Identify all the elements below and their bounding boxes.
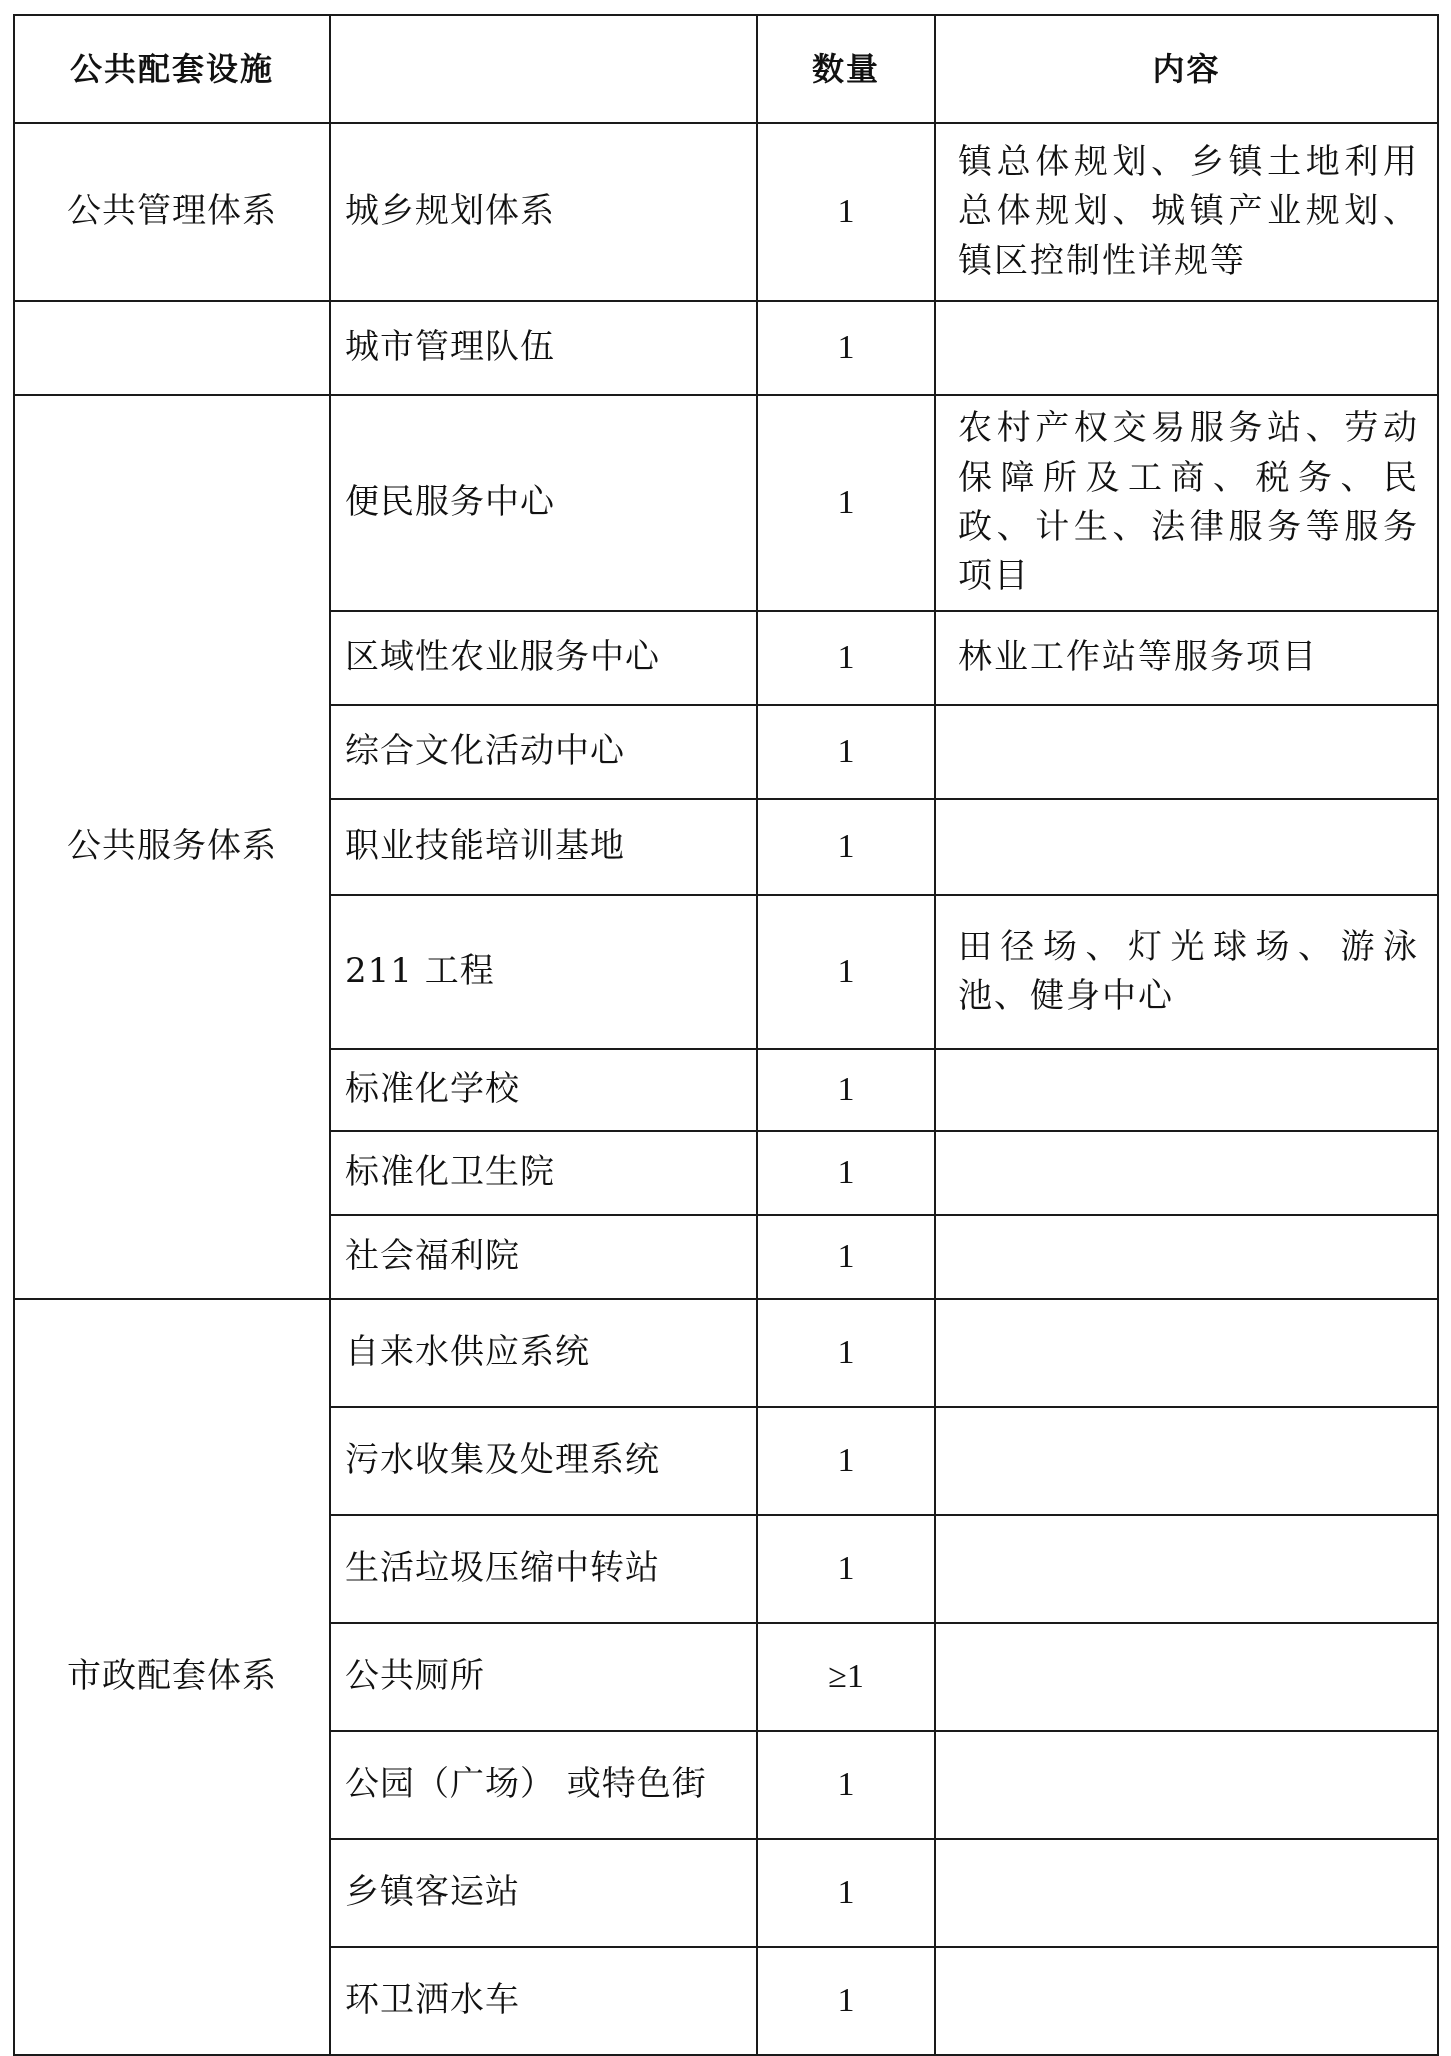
content-cell	[935, 1407, 1438, 1515]
header-quantity: 数量	[757, 15, 935, 123]
item-cell: 区域性农业服务中心	[330, 611, 757, 705]
quantity-cell: 1	[757, 1299, 935, 1407]
header-category: 公共配套设施	[14, 15, 330, 123]
item-cell: 城市管理队伍	[330, 301, 757, 395]
item-cell: 211 工程	[330, 895, 757, 1049]
content-cell	[935, 1623, 1438, 1731]
item-cell: 社会福利院	[330, 1215, 757, 1299]
item-cell: 生活垃圾压缩中转站	[330, 1515, 757, 1623]
content-cell	[935, 1947, 1438, 2055]
table-row	[14, 1299, 1438, 1407]
content-cell	[935, 1215, 1438, 1299]
item-cell: 自来水供应系统	[330, 1299, 757, 1407]
quantity-cell: 1	[757, 1215, 935, 1299]
content-cell	[935, 1515, 1438, 1623]
quantity-cell: 1	[757, 1947, 935, 2055]
quantity-cell: 1	[757, 705, 935, 799]
item-cell: 公共厕所	[330, 1623, 757, 1731]
header-content: 内容	[935, 15, 1438, 123]
quantity-cell: 1	[757, 123, 935, 301]
content-cell	[935, 1839, 1438, 1947]
table-row	[14, 123, 1438, 301]
category-cell: 公共服务体系	[14, 395, 330, 1299]
facility-table	[13, 14, 1439, 2056]
quantity-cell: ≥1	[757, 1623, 935, 1731]
table-row	[14, 301, 1438, 395]
header-row	[14, 15, 1438, 123]
item-cell: 乡镇客运站	[330, 1839, 757, 1947]
quantity-cell: 1	[757, 1731, 935, 1839]
quantity-cell: 1	[757, 1407, 935, 1515]
quantity-cell: 1	[757, 1131, 935, 1215]
item-cell: 环卫洒水车	[330, 1947, 757, 2055]
content-cell	[935, 1131, 1438, 1215]
content-cell: 田径场、灯光球场、游泳池、健身中心	[935, 895, 1438, 1049]
content-cell	[935, 705, 1438, 799]
quantity-cell: 1	[757, 799, 935, 895]
category-cell: 公共管理体系	[14, 123, 330, 301]
content-cell: 农村产权交易服务站、劳动保障所及工商、税务、民政、计生、法律服务等服务项目	[935, 395, 1438, 611]
item-cell: 城乡规划体系	[330, 123, 757, 301]
content-cell	[935, 1299, 1438, 1407]
content-cell: 林业工作站等服务项目	[935, 611, 1438, 705]
header-item	[330, 15, 757, 123]
item-cell: 便民服务中心	[330, 395, 757, 611]
item-cell: 职业技能培训基地	[330, 799, 757, 895]
quantity-cell: 1	[757, 301, 935, 395]
content-cell: 镇总体规划、乡镇土地利用总体规划、城镇产业规划、镇区控制性详规等	[935, 123, 1438, 301]
category-cell	[14, 301, 330, 395]
item-cell: 标准化学校	[330, 1049, 757, 1131]
content-cell	[935, 1731, 1438, 1839]
item-cell: 标准化卫生院	[330, 1131, 757, 1215]
content-cell	[935, 1049, 1438, 1131]
quantity-cell: 1	[757, 1839, 935, 1947]
quantity-cell: 1	[757, 1515, 935, 1623]
quantity-cell: 1	[757, 395, 935, 611]
quantity-cell: 1	[757, 895, 935, 1049]
item-cell: 污水收集及处理系统	[330, 1407, 757, 1515]
item-cell: 综合文化活动中心	[330, 705, 757, 799]
quantity-cell: 1	[757, 1049, 935, 1131]
item-cell: 公园（广场） 或特色街	[330, 1731, 757, 1839]
content-cell	[935, 799, 1438, 895]
category-cell: 市政配套体系	[14, 1299, 330, 2055]
quantity-cell: 1	[757, 611, 935, 705]
table-row	[14, 395, 1438, 611]
content-cell	[935, 301, 1438, 395]
